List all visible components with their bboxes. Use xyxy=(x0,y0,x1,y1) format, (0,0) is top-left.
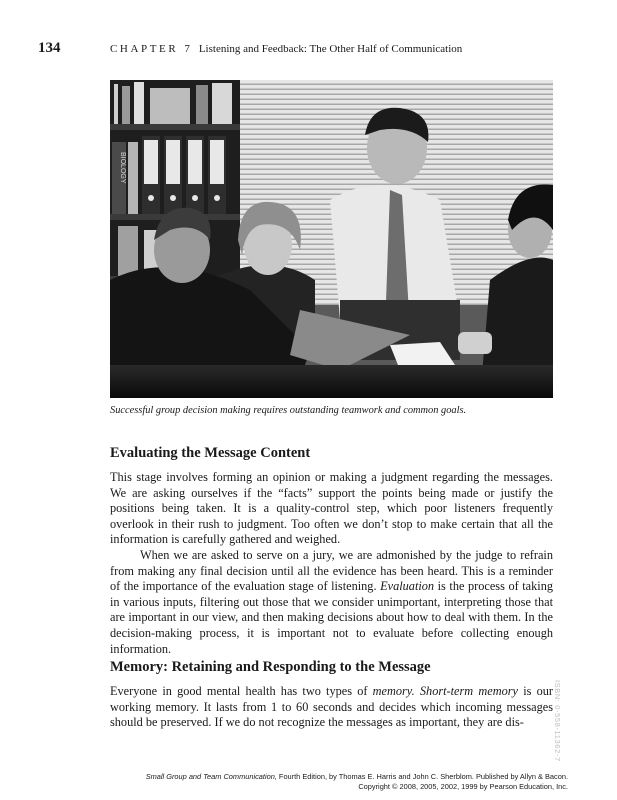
term-short-term-memory: Short-term memory xyxy=(419,684,518,698)
chapter-number: 7 xyxy=(184,43,190,55)
section-heading-memory: Memory: Retaining and Responding to the Message xyxy=(110,659,431,675)
paragraph: When we are asked to serve on a jury, we are admonished by the judge to refrain from making any final decision until all the evidence has been heard. This is a reminder of the importance of the evaluation stage of listening. Evaluation is the process of taking in various inputs, filtering out those that we consider unimportant, interpreting those that are important in our view, and then making decisions about how to deal with them. In the decision-making process, it is important not to evaluate before collecting enough information. xyxy=(110,547,553,656)
paragraph: This stage involves forming an opinion or making a judgment regarding the messages. We are asking ourselves if the “facts” support the points being made or justify the positions being taken. It is a quality-control step, which poor listeners frequently overlook in their rush to judgment. Too often we don’t stop to make certain that all the information is carefully gathered and weighed. xyxy=(110,470,553,547)
binder-spine-label: BIOLOGY xyxy=(119,152,126,184)
section-body-memory xyxy=(110,684,553,731)
table xyxy=(110,365,553,398)
figure-caption: Successful group decision making requires outstanding teamwork and common goals. xyxy=(110,405,467,416)
running-head xyxy=(110,43,462,55)
footer-line-1: Small Group and Team Communication, Fourth Edition, by Thomas E. Harris and John C. Sherblom. Published by Allyn & Bacon. xyxy=(145,772,568,781)
term-evaluation: Evaluation xyxy=(380,579,435,594)
footer-line-2: Copyright © 2008, 2005, 2002, 1999 by Pearson Education, Inc. xyxy=(358,781,568,791)
copyright-footer xyxy=(146,772,568,791)
chapter-label: CHAPTER xyxy=(110,43,179,55)
footer-book-title: Small Group and Team Communication, xyxy=(145,772,277,781)
page-number: 134 xyxy=(38,40,61,56)
chapter-title: Listening and Feedback: The Other Half of Communication xyxy=(198,43,463,55)
isbn-watermark: ISBN: 0-558-11362-7 xyxy=(553,680,562,762)
paragraph: Everyone in good mental health has two types of memory. Short-term memory is our working memory. It lasts from 1 to 60 seconds and decides which incoming messages should be preserved. If we do not recognize the messages as important, they are dis- xyxy=(110,684,554,730)
term-memory: memory. xyxy=(372,684,415,698)
section-heading-evaluating: Evaluating the Message Content xyxy=(110,445,311,461)
figure-photo xyxy=(110,80,553,398)
section-body-evaluating xyxy=(110,470,553,657)
meeting-photo-illustration xyxy=(110,80,553,398)
